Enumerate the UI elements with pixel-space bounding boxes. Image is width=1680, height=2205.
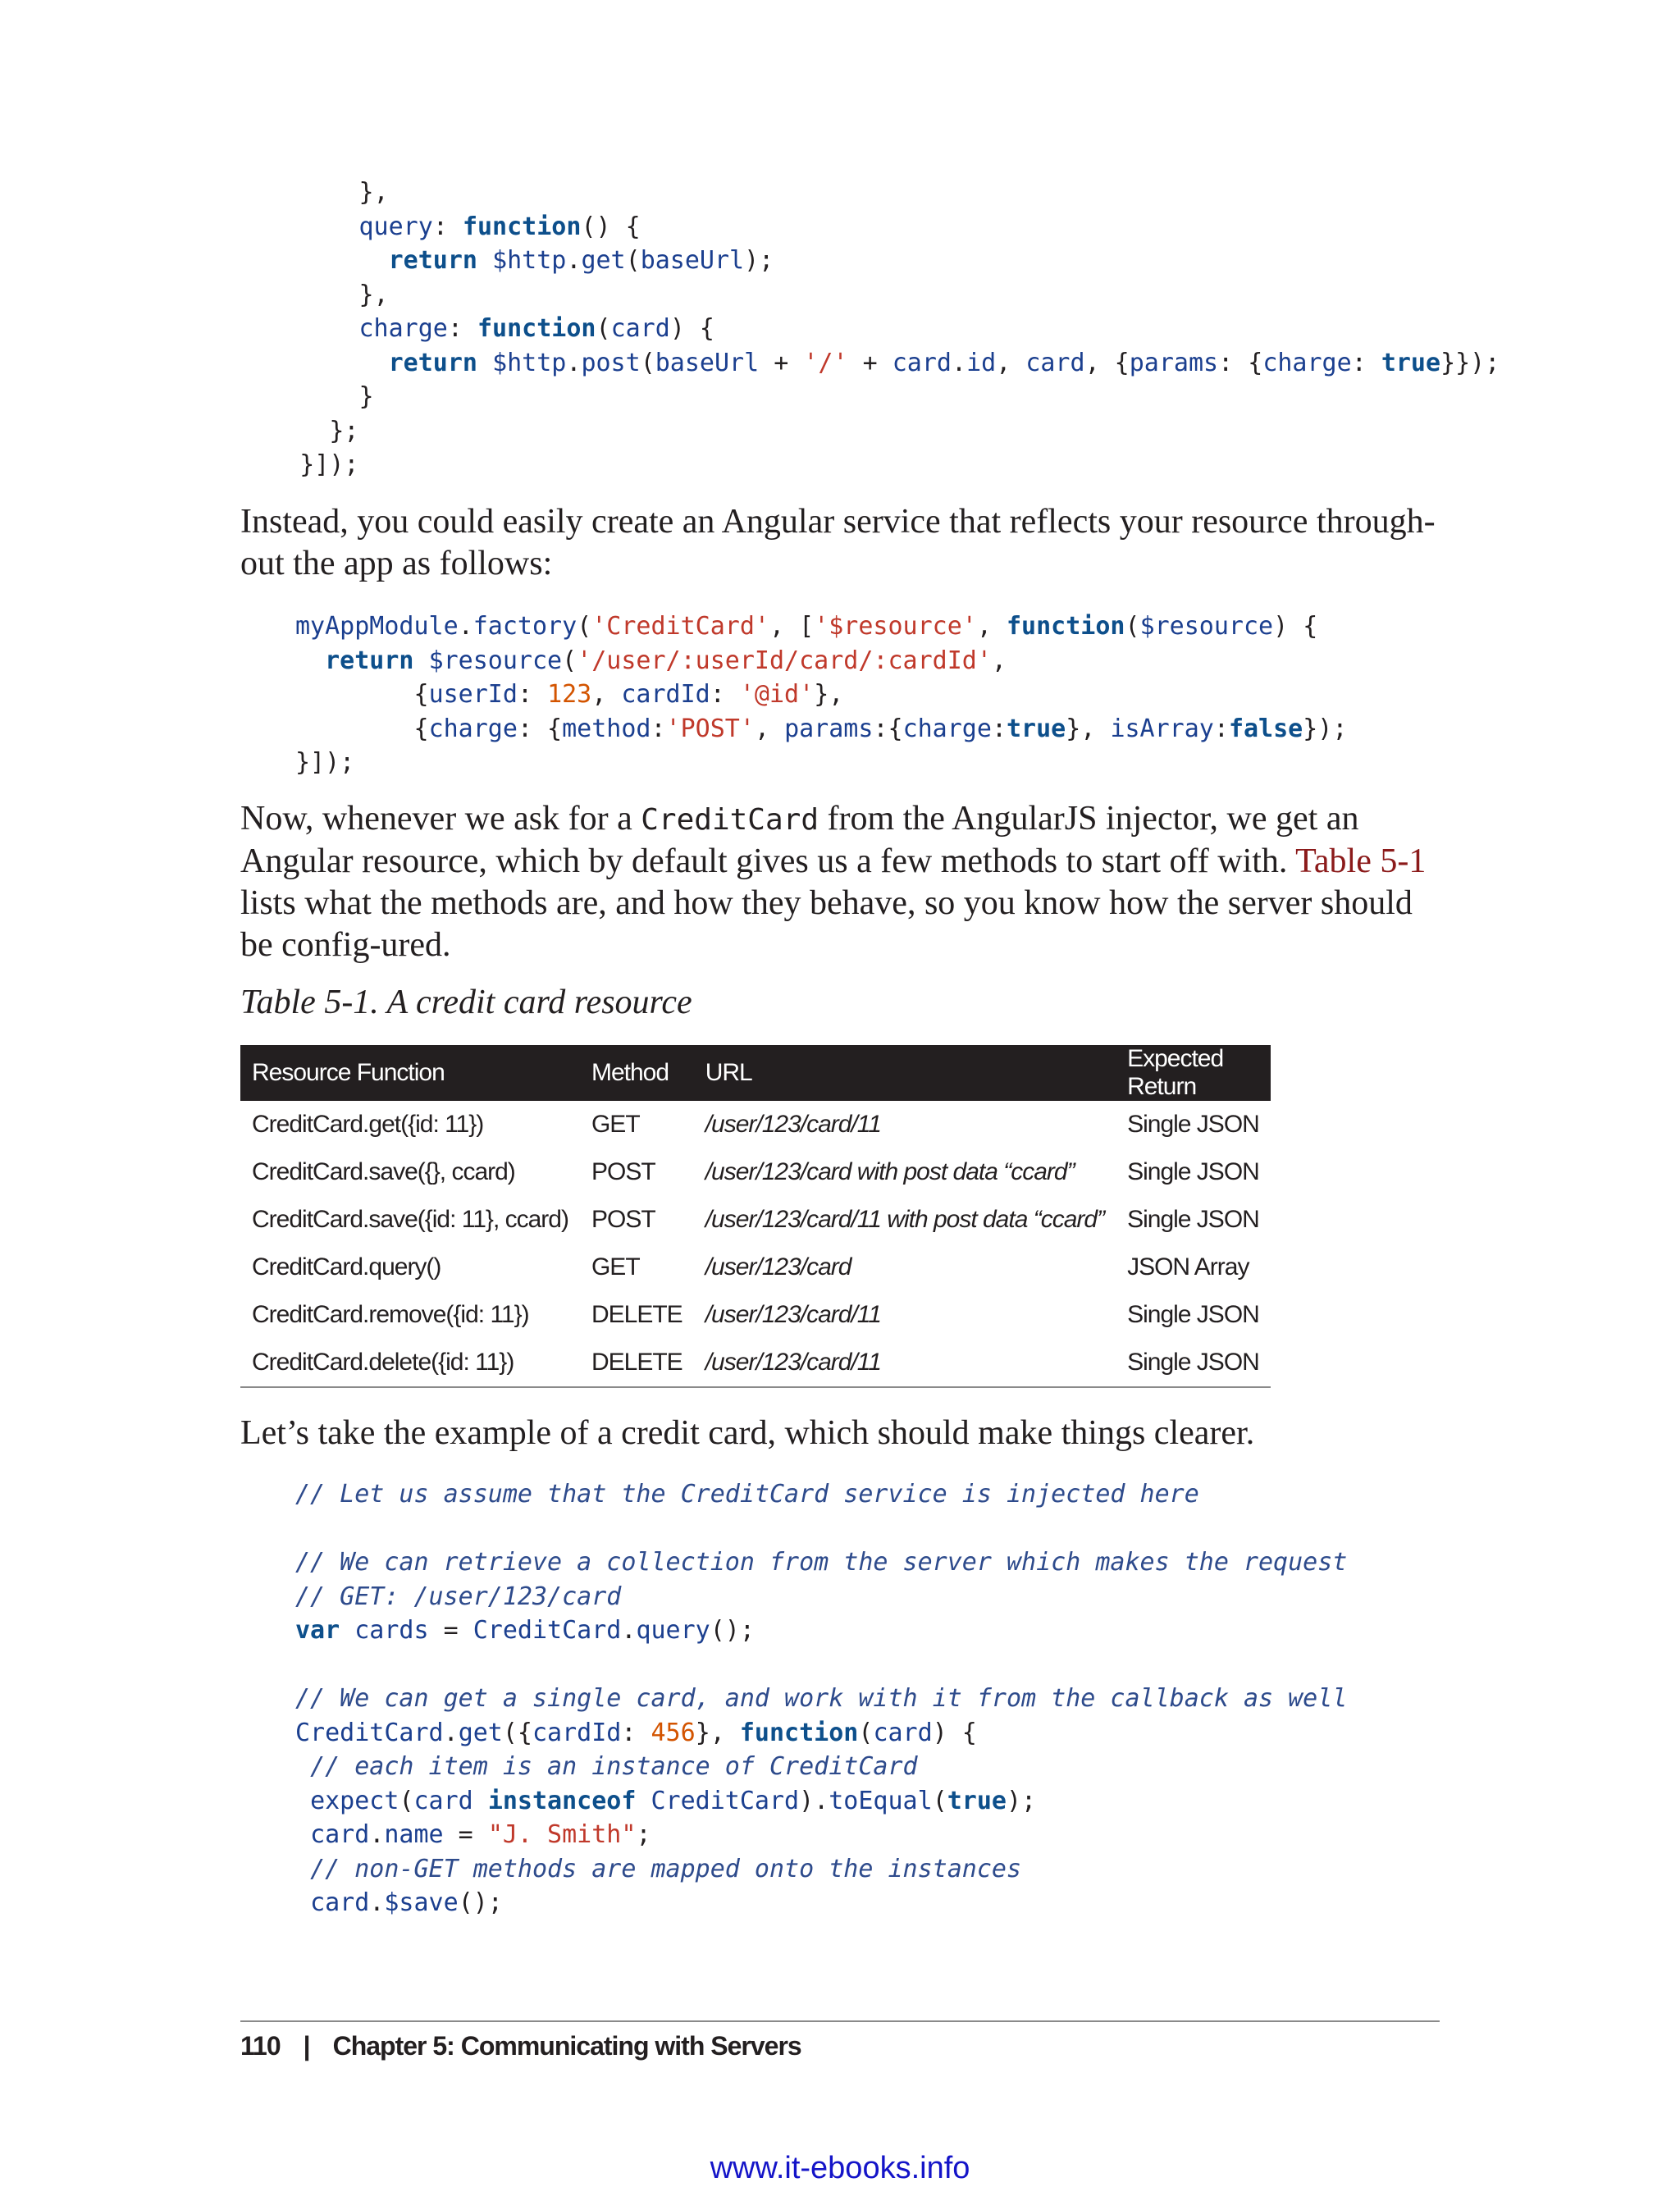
cell-resource-function: CreditCard.save({}, ccard) — [252, 1158, 515, 1185]
code-block-2: myAppModule.factory('CreditCard', ['$resource', function($resource) { return $resource('/user/:userId/card/:cardId', {userId: 123, cardId: '@id'}, {charge: {method:'POST', params:{charge:true}, isArray:false}); }]); — [295, 612, 1348, 777]
cell-url: /user/123/card/11 — [694, 1339, 1116, 1387]
cell-expected-return: Single JSON — [1127, 1301, 1259, 1328]
watermark-link[interactable]: www.it-ebooks.info — [710, 2151, 970, 2185]
cell-expected-return: Single JSON — [1127, 1206, 1259, 1233]
cell-method: GET — [591, 1253, 640, 1281]
cell-resource-function: CreditCard.delete({id: 11}) — [240, 1339, 580, 1387]
table-header-row — [240, 1045, 1271, 1101]
cell-expected-return: JSON Array — [1127, 1253, 1249, 1281]
table-row — [240, 1148, 1271, 1196]
cell-expected-return: Single JSON — [1127, 1158, 1259, 1185]
cell-url: /user/123/card/11 with post data “ccard” — [705, 1206, 1105, 1233]
column-header-method: Method — [580, 1045, 694, 1101]
cell-method: GET — [591, 1111, 640, 1138]
cell-method: POST — [591, 1206, 655, 1233]
cell-resource-function: CreditCard.remove({id: 11}) — [252, 1301, 529, 1328]
cell-resource-function: CreditCard.query() — [252, 1253, 441, 1281]
chapter-title: Chapter 5: Communicating with Servers — [332, 2031, 801, 2061]
page-number: 110 — [240, 2031, 281, 2061]
cell-url: /user/123/card — [705, 1253, 851, 1281]
inline-code-creditcard: CreditCard — [641, 803, 819, 837]
footer-separator: | — [303, 2031, 310, 2061]
cell-method: DELETE — [591, 1301, 682, 1328]
table-caption: Table 5-1. A credit card resource — [240, 984, 692, 1021]
code-block-1: }, query: function() { return $http.get(baseUrl); }, charge: function(card) { return $http.post(baseUrl + '/' + card.id, card, {params: {charge: true}}); } }; }]); — [299, 178, 1500, 479]
footer-rule — [240, 2020, 1440, 2022]
cell-url: /user/123/card/11 — [705, 1301, 881, 1328]
cell-expected-return: Single JSON — [1127, 1111, 1259, 1138]
paragraph-resource-methods: Now, whenever we ask for a CreditCard from the AngularJS injector, we get an Angular resource, which by default gives us a few methods to start off with. Table 5-1 lists what the methods are, and how they behave, so you know how the server should be config-ured. — [240, 800, 1427, 964]
table-row — [240, 1196, 1271, 1244]
cell-expected-return: Single JSON — [1116, 1339, 1271, 1387]
column-header-url: URL — [694, 1045, 1116, 1101]
paragraph-intro-service: Instead, you could easily create an Angular service that reflects your resource through-out the app as follows: — [240, 503, 1436, 582]
table-row — [240, 1291, 1271, 1339]
credit-card-resource-table — [240, 1045, 1271, 1388]
cell-url: /user/123/card/11 — [705, 1111, 881, 1138]
cell-url: /user/123/card with post data “ccard” — [705, 1158, 1075, 1185]
cell-method: DELETE — [580, 1339, 694, 1387]
cell-method: POST — [591, 1158, 655, 1185]
column-header-resource-function: Resource Function — [240, 1045, 580, 1101]
column-header-expected-return: Expected Return — [1116, 1045, 1271, 1101]
table-row — [240, 1101, 1271, 1148]
table-reference-link[interactable]: Table 5-1 — [1295, 842, 1427, 880]
cell-resource-function: CreditCard.get({id: 11}) — [252, 1111, 484, 1138]
paragraph-example-intro: Let’s take the example of a credit card, which should make things clearer. — [240, 1414, 1255, 1452]
table-row — [240, 1244, 1271, 1291]
code-block-3: // Let us assume that the CreditCard service is injected here // We can retrieve a collection from the server which makes the request // GET: /user/123/card var cards = CreditCard.query(); // We can get a single card, and work with it from the callback as well CreditCard.get({cardId: 456}, function(card) { // each item is an instance of CreditCard expect(card instanceof CreditCard).toEqual(true); card.name = "J. Smith"; // non-GET methods are mapped onto the instances card.$save(); — [295, 1480, 1348, 1917]
page-footer — [240, 2031, 801, 2061]
table-row — [240, 1339, 1271, 1387]
cell-resource-function: CreditCard.save({id: 11}, ccard) — [252, 1206, 568, 1233]
